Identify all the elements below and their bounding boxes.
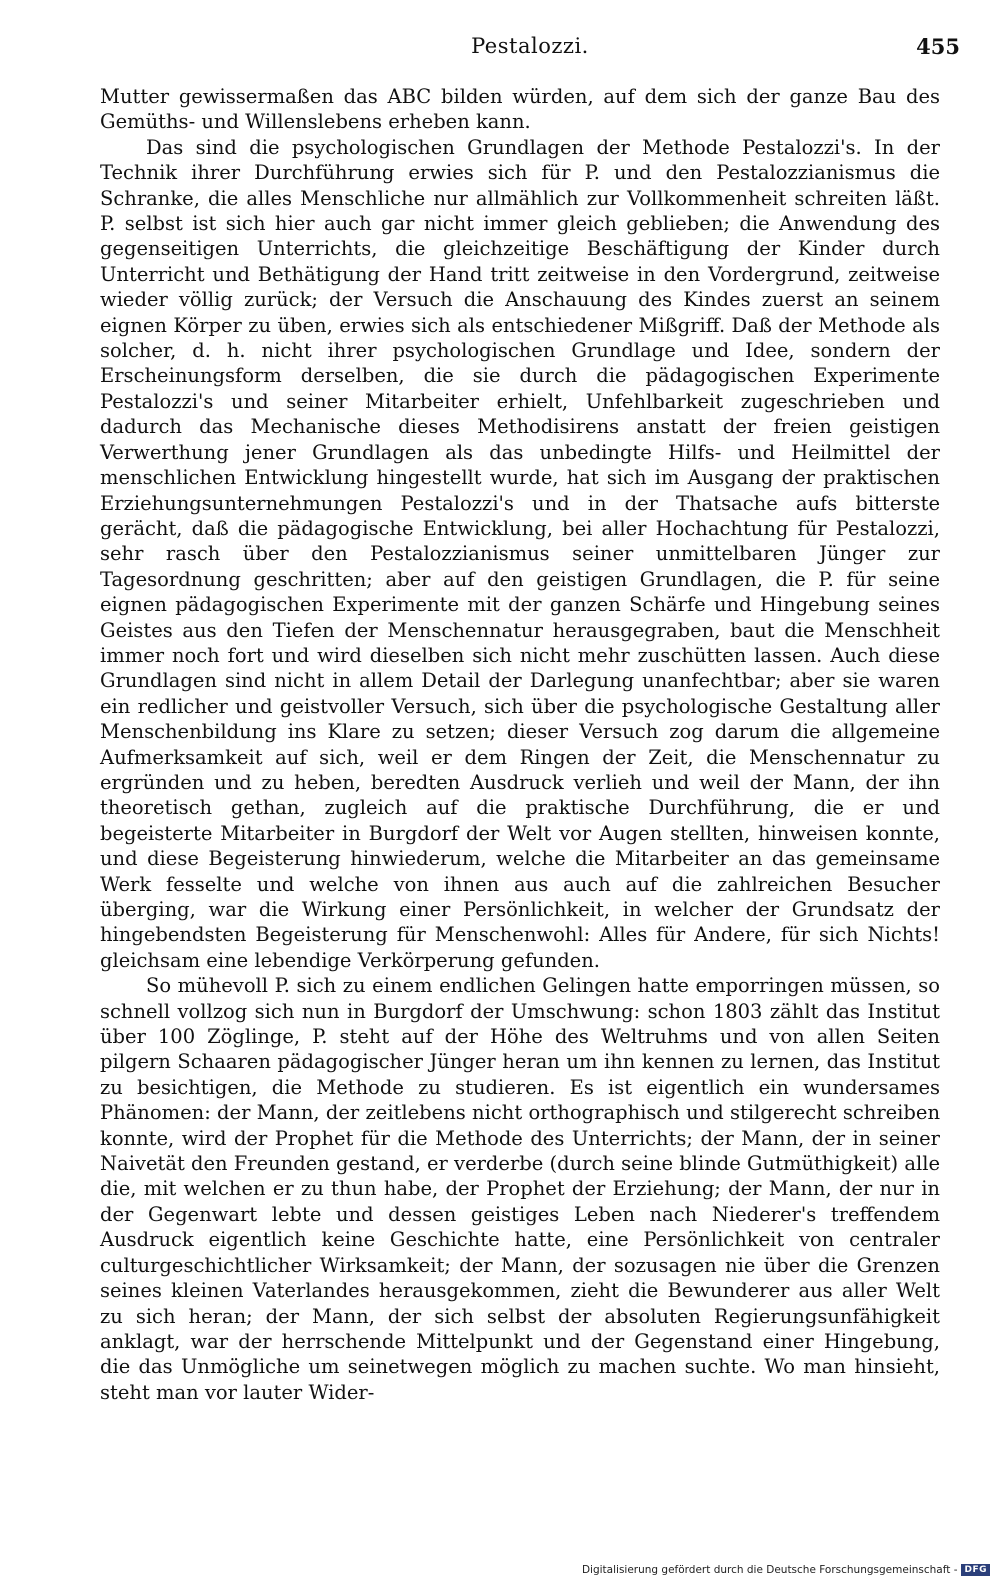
digitization-credit: [582, 1560, 990, 1580]
dfg-logo: DFG: [961, 1564, 990, 1576]
paragraph: Das sind die psychologischen Grundlagen der Methode Pestalozzi's. In der Technik ihrer Durchführung erwies sich für P. und den Pestalozzianismus die Schranke, die alles Menschliche nur allmählich zur Vollkommenheit schreiten läßt. P. selbst ist sich hier auch gar nicht immer gleich geblieben; die Anwendung des gegenseitigen Unterrichts, die gleichzeitige Beschäftigung der Kinder durch Unterricht und Bethätigung der Hand tritt zeitweise in den Vordergrund, zeitweise wieder völlig zurück; der Versuch die Anschauung des Kindes zuerst an seinem eignen Körper zu üben, erwies sich als entschiedener Mißgriff. Daß der Methode als solcher, d. h. nicht ihrer psychologischen Grundlage und Idee, sondern der Erscheinungsform derselben, die sie durch die pädagogischen Experimente Pestalozzi's und seiner Mitarbeiter erhielt, Unfehlbarkeit zugeschrieben und dadurch das Mechanische dieses Methodisirens anstatt der freien geistigen Verwerthung jener Grundlagen als das unbedingte Hilfs- und Heilmittel der menschlichen Entwicklung hingestellt wurde, hat sich im Ausgang der praktischen Erziehungsunternehmungen Pestalozzi's und in der Thatsache aufs bitterste gerächt, daß die pädagogische Entwicklung, bei aller Hochachtung für Pestalozzi, sehr rasch über den Pestalozzianismus seiner unmittelbaren Jünger zur Tagesordnung geschritten; aber auf den geistigen Grundlagen, die P. für seine eignen pädagogischen Experimente mit der ganzen Schärfe und Hingebung seines Geistes aus den Tiefen der Menschennatur herausgegraben, baut die Menschheit immer noch fort und wird dieselben sich nicht mehr zuschütten lassen. Auch diese Grundlagen sind nicht in allem Detail der Darlegung unanfechtbar; aber sie waren ein redlicher und geistvoller Versuch, sich über die psychologische Gestaltung aller Menschenbildung ins Klare zu setzen; dieser Versuch zog darum die allgemeine Aufmerksamkeit auf sich, weil er dem Ringen der Zeit, die Menschennatur zu ergründen und zu heben, beredten Ausdruck verlieh und weil der Mann, der ihn theoretisch gethan, zugleich auf die praktische Durchführung, die er und begeisterte Mitarbeiter in Burgdorf der Welt vor Augen stellten, hinweisen konnte, und diese Begeisterung hinwiederum, welche die Mitarbeiter an das gemeinsame Werk fesselte und welche von ihnen aus auch auf die zahlreichen Besucher überging, war die Wirkung einer Persönlichkeit, in welcher der Grundsatz der hingebendsten Begeisterung für Menschenwohl: Alles für Andere, für sich Nichts! gleichsam eine lebendige Verkörperung gefunden.: [100, 135, 940, 972]
page-header: [100, 28, 960, 68]
body-text: [100, 84, 940, 1405]
credit-text: Digitalisierung gefördert durch die Deutsche Forschungsgemeinschaft -: [581, 1564, 958, 1576]
paragraph-continued: Mutter gewissermaßen das ABC bilden würden, auf dem sich der ganze Bau des Gemüths- und Willenslebens erheben kann.: [100, 85, 940, 134]
running-head: Pestalozzi.: [471, 34, 589, 58]
paragraph: So mühevoll P. sich zu einem endlichen Gelingen hatte emporringen müssen, so schnell vollzog sich nun in Burgdorf der Umschwung: schon 1803 zählt das Institut über 100 Zöglinge, P. steht auf der Höhe des Weltruhms und von allen Seiten pilgern Schaaren pädagogischer Jünger heran um ihn kennen zu lernen, das Institut zu besichtigen, die Methode zu studieren. Es ist eigentlich ein wundersames Phänomen: der Mann, der zeitlebens nicht orthographisch und stilgerecht schreiben konnte, wird der Prophet für die Methode des Unterrichts; der Mann, der in seiner Naivetät den Freunden gestand, er verderbe (durch seine blinde Gutmüthigkeit) alle die, mit welchen er zu thun habe, der Prophet der Erziehung; der Mann, der nur in der Gegenwart lebte und dessen geistiges Leben nach Niederer's treffendem Ausdruck eigentlich keine Geschichte hatte, eine Persönlichkeit von centraler culturgeschichtlicher Wirksamkeit; der Mann, der sozusagen nie über die Grenzen seines kleinen Vaterlandes herausgekommen, zieht die Bewunderer aus aller Welt zu sich heran; der Mann, der sich selbst der absoluten Regierungsunfähigkeit anklagt, war der herrschende Mittelpunkt und der Gegenstand einer Hingebung, die das Unmögliche um seinetwegen möglich zu machen suchte. Wo man hinsieht, steht man vor lauter Wider-: [100, 974, 940, 1404]
page-number: 455: [916, 34, 960, 59]
